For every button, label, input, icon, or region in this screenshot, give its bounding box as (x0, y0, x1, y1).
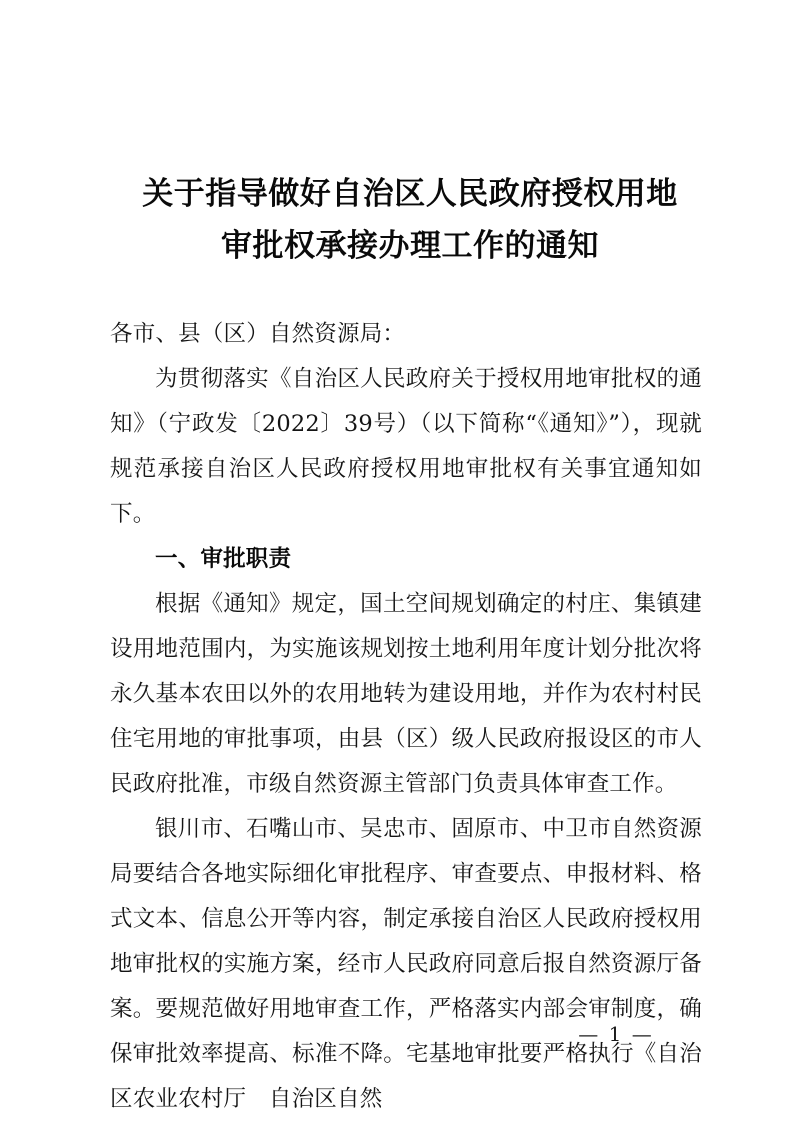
paragraph-section1-1: 根据《通知》规定，国土空间规划确定的村庄、集镇建设用地范围内，为实施该规划按土地利用年度计划分批次将永久基本农田以外的农用地转为建设用地，并作为农村村民住宅用地的审批事项，由县（区）级人民政府报设区的市人民政府批准，市级自然资源主管部门负责具体审查工作。 (110, 591, 702, 797)
document-title (110, 168, 710, 272)
document-title-line-1: 关于指导做好自治区人民政府授权用地 (142, 176, 678, 212)
document-title-line-2: 审批权承接办理工作的通知 (221, 228, 599, 264)
page-number-value: — 1 — (578, 1022, 654, 1046)
section-heading-1: 一、审批职责 (155, 546, 292, 572)
salutation: 各市、县（区）自然资源局： (110, 321, 406, 347)
document-body (110, 312, 702, 1122)
paragraph-intro: 为贯彻落实《自治区人民政府关于授权用地审批权的通知》（宁政发〔2022〕39号）（以下简称“《通知》”），现就规范承接自治区人民政府授权用地审批权有关事宜通知如下。 (110, 366, 702, 527)
paragraph-section1-2: 银川市、石嘴山市、吴忠市、固原市、中卫市自然资源局要结合各地实际细化审批程序、审查要点、申报材料、格式文本、信息公开等内容，制定承接自治区人民政府授权用地审批权的实施方案，经市人民政府同意后报自然资源厅备案。要规范做好用地审查工作，严格落实内部会审制度，确保审批效率提高、标准不降。宅基地审批要严格执行《自治区农业农村厅 自治区自然 (110, 816, 702, 1112)
page-number-footer (0, 1022, 800, 1046)
